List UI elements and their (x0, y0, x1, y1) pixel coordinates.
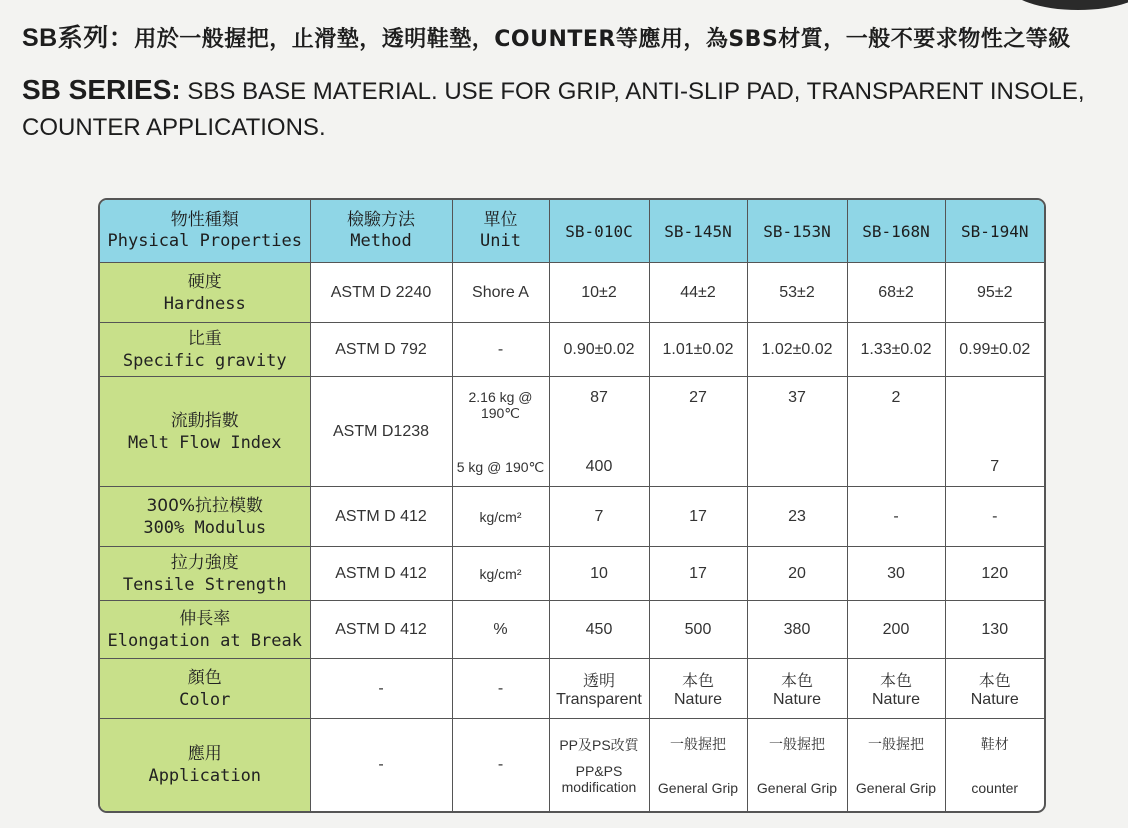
header-row (100, 200, 1044, 263)
prop-hardness: 硬度 Hardness (100, 263, 310, 323)
value-cell: - (847, 487, 945, 547)
unit-cell: % (452, 601, 549, 659)
row-hardness (100, 263, 1044, 323)
col-header-sb-153n: SB-153N (747, 200, 847, 263)
value-cell: 380 (747, 601, 847, 659)
col-header-unit: 單位 Unit (452, 200, 549, 263)
value-cell: 10±2 (549, 263, 649, 323)
method-cell: ASTM D 412 (310, 601, 452, 659)
value-cell: 450 (549, 601, 649, 659)
value-cell: 0.90±0.02 (549, 323, 649, 377)
value-cell: - (945, 487, 1044, 547)
unit-cell: - (452, 719, 549, 811)
unit-cell: kg/cm² (452, 487, 549, 547)
unit-cell: - (452, 659, 549, 719)
value-cell: 10 (549, 547, 649, 601)
col-header-method: 檢驗方法 Method (310, 200, 452, 263)
col-header-property: 物性種類 Physical Properties (100, 200, 310, 263)
value-cell: 本色 Nature (847, 659, 945, 719)
mfi-unit-a: 2.16 kg @ 190℃ (468, 389, 533, 421)
method-cell: ASTM D 412 (310, 487, 452, 547)
value-cell: 120 (945, 547, 1044, 601)
row-tensile-strength (100, 547, 1044, 601)
header-en-tag: SB SERIES: (22, 74, 181, 105)
value-cell: 17 (649, 487, 747, 547)
method-cell: ASTM D 2240 (310, 263, 452, 323)
value-cell: PP及PS改質 PP&PS modification (549, 719, 649, 811)
value-cell: 95±2 (945, 263, 1044, 323)
header-en-text: SBS BASE MATERIAL. USE FOR GRIP, ANTI-SLIP PAD, TRANSPARENT INSOLE, COUNTER APPLICATIONS. (22, 78, 1085, 141)
value-cell: 68±2 (847, 263, 945, 323)
header-chinese (22, 18, 1071, 54)
value-cell: 37 (747, 377, 847, 487)
value-cell: 500 (649, 601, 747, 659)
value-cell: 23 (747, 487, 847, 547)
row-specific-gravity (100, 323, 1044, 377)
value-cell: 鞋材 counter (945, 719, 1044, 811)
value-cell: 7 (945, 377, 1044, 487)
prop-application: 應用 Application (100, 719, 310, 811)
properties-table (98, 198, 1046, 813)
prop-tensile-strength: 拉力強度 Tensile Strength (100, 547, 310, 601)
value-cell: 7 (549, 487, 649, 547)
value-cell: 1.33±0.02 (847, 323, 945, 377)
col-header-sb-010c: SB-010C (549, 200, 649, 263)
value-cell: 1.01±0.02 (649, 323, 747, 377)
value-cell: 200 (847, 601, 945, 659)
value-cell: 44±2 (649, 263, 747, 323)
row-color (100, 659, 1044, 719)
header-english (22, 72, 1112, 146)
value-cell: 本色 Nature (747, 659, 847, 719)
header-cn-text: 用於一般握把，止滑墊，透明鞋墊，COUNTER等應用，為SBS材質，一般不要求物性之等級 (134, 27, 1071, 52)
unit-cell: Shore A (452, 263, 549, 323)
method-cell: - (310, 719, 452, 811)
value-cell: 本色 Nature (945, 659, 1044, 719)
prop-elongation: 伸長率 Elongation at Break (100, 601, 310, 659)
col-header-sb-168n: SB-168N (847, 200, 945, 263)
row-application (100, 719, 1044, 811)
unit-cell (452, 377, 549, 487)
value-cell: 53±2 (747, 263, 847, 323)
value-cell: 27 (649, 377, 747, 487)
value-cell: 0.99±0.02 (945, 323, 1044, 377)
value-cell: 87 400 (549, 377, 649, 487)
value-cell: 17 (649, 547, 747, 601)
value-cell: 130 (945, 601, 1044, 659)
value-cell: 30 (847, 547, 945, 601)
method-cell: - (310, 659, 452, 719)
row-300-modulus (100, 487, 1044, 547)
value-cell: 透明 Transparent (549, 659, 649, 719)
mfi-unit-b: 5 kg @ 190℃ (456, 459, 545, 475)
value-cell: 一般握把 General Grip (847, 719, 945, 811)
row-melt-flow-index (100, 377, 1044, 487)
col-header-sb-194n: SB-194N (945, 200, 1044, 263)
method-cell: ASTM D 792 (310, 323, 452, 377)
header-cn-tag: SB系列： (22, 24, 135, 52)
value-cell: 1.02±0.02 (747, 323, 847, 377)
method-cell: ASTM D1238 (310, 377, 452, 487)
value-cell: 一般握把 General Grip (747, 719, 847, 811)
value-cell: 一般握把 General Grip (649, 719, 747, 811)
unit-cell: - (452, 323, 549, 377)
unit-cell: kg/cm² (452, 547, 549, 601)
row-elongation (100, 601, 1044, 659)
corner-decoration (1008, 0, 1128, 10)
col-header-sb-145n: SB-145N (649, 200, 747, 263)
value-cell: 20 (747, 547, 847, 601)
prop-specific-gravity: 比重 Specific gravity (100, 323, 310, 377)
value-cell: 2 (847, 377, 945, 487)
prop-color: 顏色 Color (100, 659, 310, 719)
prop-300-modulus: 300%抗拉模數 300% Modulus (100, 487, 310, 547)
prop-melt-flow-index: 流動指數 Melt Flow Index (100, 377, 310, 487)
method-cell: ASTM D 412 (310, 547, 452, 601)
value-cell: 本色 Nature (649, 659, 747, 719)
